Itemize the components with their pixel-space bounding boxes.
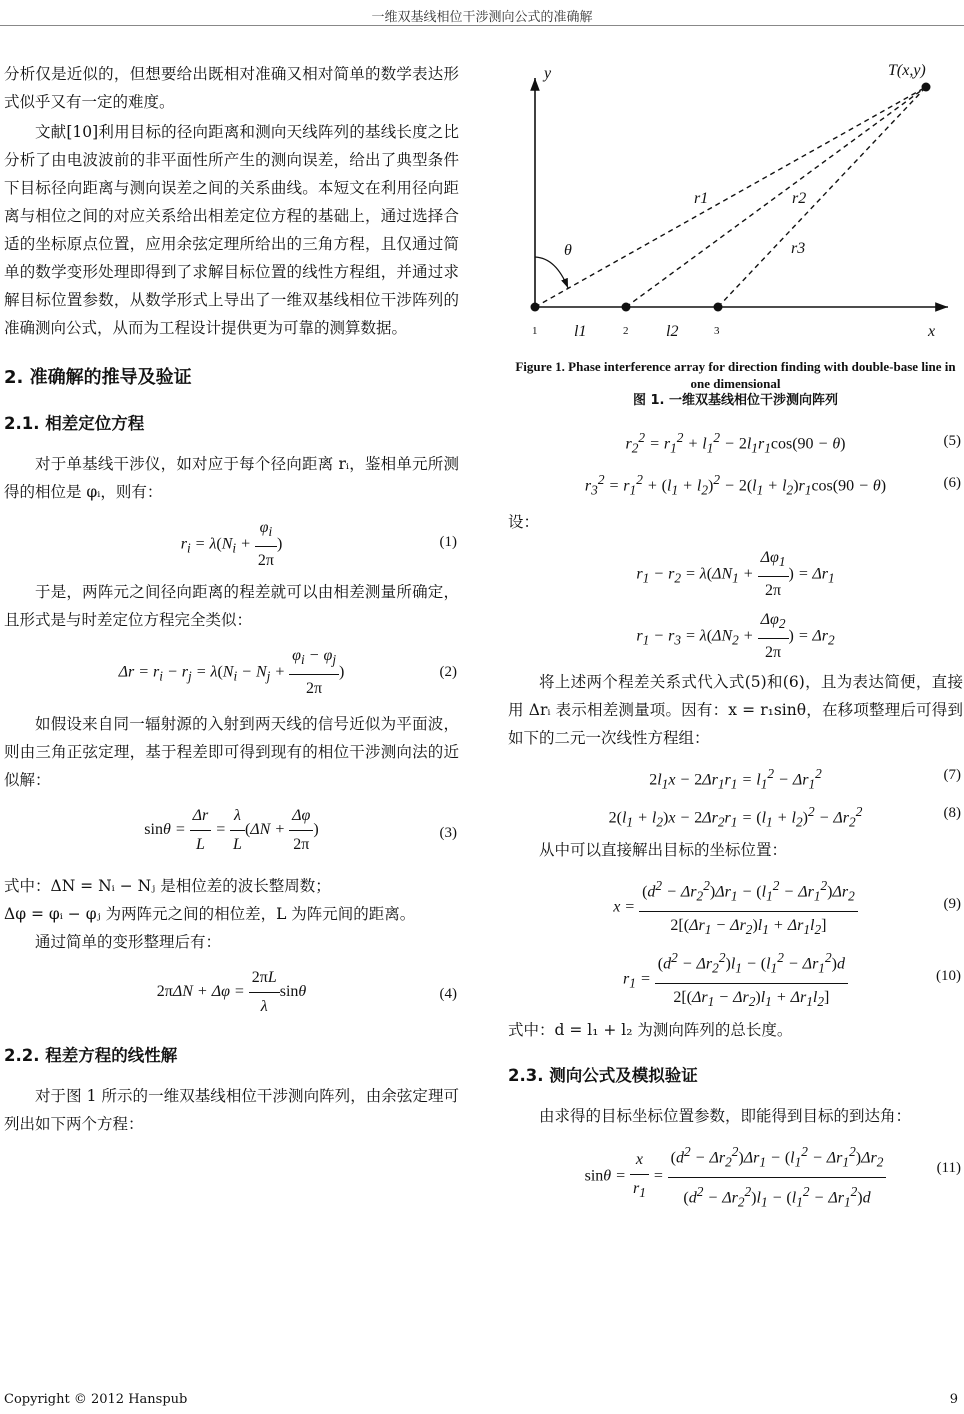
equation-5: $r_2^2 = r_1^2 + l_1^2 - 2l_1r_1\cos(90 - \theta)$ (5) [508, 424, 963, 458]
equation-set-1: $r_1 - r_2 = \lambda(\Delta N_1$ + $\frac{\Delta\varphi_1}{2\pi}$ ) = $\Delta r_1$ [508, 544, 963, 598]
figure-1-diagram [508, 60, 963, 350]
equation-number: (10) [936, 968, 961, 984]
equation-number: (4) [439, 986, 457, 1002]
paragraph: 于是，两阵元之间径向距离的程差就可以由相差测量所确定，且形式是与时差定位方程完全类似： [4, 583, 459, 629]
equation-11: sinθ = $\frac{x}{r_1}$ = $\frac{(d^2 - \Delta r_2^2)\Delta r_1 - (l_1^2 - \Delta r_1^2)\Delta r_2}{(d^2 - \Delta r_2^2)l_1 - (l_1^2 - \Delta r_1^2)d}$ (11) [508, 1138, 963, 1198]
equation-number: (3) [439, 825, 457, 841]
antenna-3 [714, 303, 723, 312]
r3-label: r3 [791, 240, 806, 257]
paragraph: Δφ = φᵢ − φⱼ 为两阵元之间的相位差，L 为阵元间的距离。 [4, 905, 416, 923]
paragraph: 分析仅是近似的，但想要给出既相对准确又相对简单的数学表达形式似乎又有一定的难度。 [4, 65, 459, 111]
equation-7: $2l_1x - 2\Delta r_1r_1 = l_1^2 - \Delta r_1^2$ (7) [508, 760, 963, 790]
antenna-2-number: 2 [623, 325, 629, 337]
antenna-1-number: 1 [532, 325, 538, 337]
paragraph: 式中：d = l₁ + l₂ 为测向阵列的总长度。 [508, 1021, 793, 1039]
figure-caption-en: Figure 1. Phase interference array for direction finding with double-base line in one dimensional [515, 359, 956, 391]
left-column [4, 60, 459, 1138]
equation-number: (2) [439, 664, 457, 680]
paragraph: 设： [508, 513, 540, 531]
equation-number: (5) [943, 433, 961, 449]
equation-number: (11) [936, 1160, 961, 1176]
subsection-heading: 2.3. 测向公式及模拟验证 [508, 1066, 698, 1085]
running-header: 一维双基线相位干涉测向公式的准确解 [371, 10, 593, 25]
equation-set-2: $r_1 - r_3 = \lambda(\Delta N_2$ + $\frac{\Delta\varphi_2}{2\pi}$ ) = $\Delta r_2$ [508, 606, 963, 660]
equation-8: $2(l_1 + l_2)x - 2\Delta r_2r_1 = (l_1 + l_2)^2 - \Delta r_2^2$ (8) [508, 798, 963, 828]
equation-number: (8) [943, 805, 961, 821]
equation-6: $r_3^2 = r_1^2 + (l_1 + l_2)^2 - 2(l_1 + l_2)r_1\cos(90 - \theta)$ (6) [508, 466, 963, 500]
x-axis-label: x [928, 323, 936, 340]
l2-label: l2 [666, 323, 679, 340]
paragraph: 对于单基线干涉仪，如对应于每个径向距离 rᵢ，鉴相单元所测得的相位是 φᵢ，则有： [4, 455, 459, 501]
header-rule [0, 25, 964, 26]
equation-number: (6) [943, 475, 961, 491]
r1-label: r1 [694, 190, 709, 207]
equation-number: (1) [439, 534, 457, 550]
equation-2: $\Delta r = r_i - r_j = \lambda(N_i - N_j$ + $\frac{\varphi_i - \varphi_j}{2\pi}$ ) (2) [4, 642, 459, 702]
equation-10: $r_1$ = $\frac{(d^2 - \Delta r_2^2)l_1 - (l_1^2 - \Delta r_1^2)d}{2[(\Delta r_1 - \Delta r_2)l_1 + \Delta r_1l_2]}$ (10) [508, 944, 963, 1008]
equation-3: sinθ = $\frac{\Delta r}{L}$ = $\frac{\lambda}{L}$ (ΔN + $\frac{\Delta\varphi}{2\pi}$ ) (3) [4, 802, 459, 864]
ray-r2 [626, 87, 926, 307]
paragraph: 将上述两个程差关系式代入式(5)和(6)，且为表达简便，直接用 Δrᵢ 表示相差测量项。因有：x = r₁sinθ，在移项整理后可得到如下的二元一次线性方程组： [508, 673, 963, 747]
target-label: T(x,y) [888, 62, 926, 79]
y-axis-label: y [544, 65, 552, 82]
subsection-heading: 2.2. 程差方程的线性解 [4, 1046, 178, 1065]
antenna-3-number: 3 [714, 325, 720, 337]
section-heading: 2. 准确解的推导及验证 [4, 367, 192, 388]
antenna-1 [531, 303, 540, 312]
paragraph: 文献[10]利用目标的径向距离和测向天线阵列的基线长度之比分析了由电波波前的非平面性所产生的测向误差，给出了典型条件下目标径向距离与测向误差之间的关系曲线。本短文在利用径向距离与相位之间的对应关系给出相差定位方程的基础上，通过选择合适的坐标原点位置，应用余弦定理所给出的三角方程，且仅通过简单的数学变形处理即得到了求解目标位置的线性方程组，并通过求解目标位置参数，从数学形式上导出了一维双基线相位干涉阵列的准确测向公式，从而为工程设计提供更为可靠的测算数据。 [4, 123, 459, 337]
right-column [508, 60, 963, 1210]
paragraph: 式中：ΔN = Nᵢ − Nⱼ 是相位差的波长整周数； [4, 877, 331, 895]
footer-page-number: 9 [949, 1392, 958, 1407]
paragraph: 从中可以直接解出目标的坐标位置： [539, 841, 788, 859]
angle-arc [535, 257, 568, 288]
figure-caption-zh: 图 1. 一维双基线相位干涉测向阵列 [632, 393, 839, 408]
paragraph: 对于图 1 所示的一维双基线相位干涉测向阵列，由余弦定理可列出如下两个方程： [4, 1087, 459, 1133]
antenna-2 [622, 303, 631, 312]
subsection-heading: 2.1. 相差定位方程 [4, 414, 145, 433]
equation-9: x = $\frac{(d^2 - \Delta r_2^2)\Delta r_1 - (l_1^2 - \Delta r_1^2)\Delta r_2}{2[(\Delta r_1 - \Delta r_2)l_1 + \Delta r_1l_2]}$ (9) [508, 872, 963, 936]
ray-r3 [718, 87, 926, 307]
equation-4: 2πΔN + Δφ = $\frac{2\pi L}{\lambda}$ sinθ (4) [4, 964, 459, 1024]
l1-label: l1 [574, 323, 587, 340]
equation-number: (9) [943, 896, 961, 912]
target-point [922, 83, 931, 92]
equation-1: $r_i = \lambda(N_i$ + $\frac{\varphi_i}{2\pi}$ ) (1) [4, 514, 459, 570]
r2-label: r2 [792, 190, 807, 207]
theta-label: θ [564, 242, 572, 259]
equation-number: (7) [943, 767, 961, 783]
paragraph: 由求得的目标坐标位置参数，即能得到目标的到达角： [539, 1107, 912, 1125]
paragraph: 如假设来自同一辐射源的入射到两天线的信号近似为平面波，则由三角正弦定理，基于程差即可得到现有的相位干涉测向法的近似解： [4, 715, 459, 789]
paragraph: 通过简单的变形整理后有： [35, 933, 222, 951]
ray-r1 [535, 87, 926, 307]
footer-copyright: Copyright © 2012 Hanspub [4, 1392, 188, 1407]
